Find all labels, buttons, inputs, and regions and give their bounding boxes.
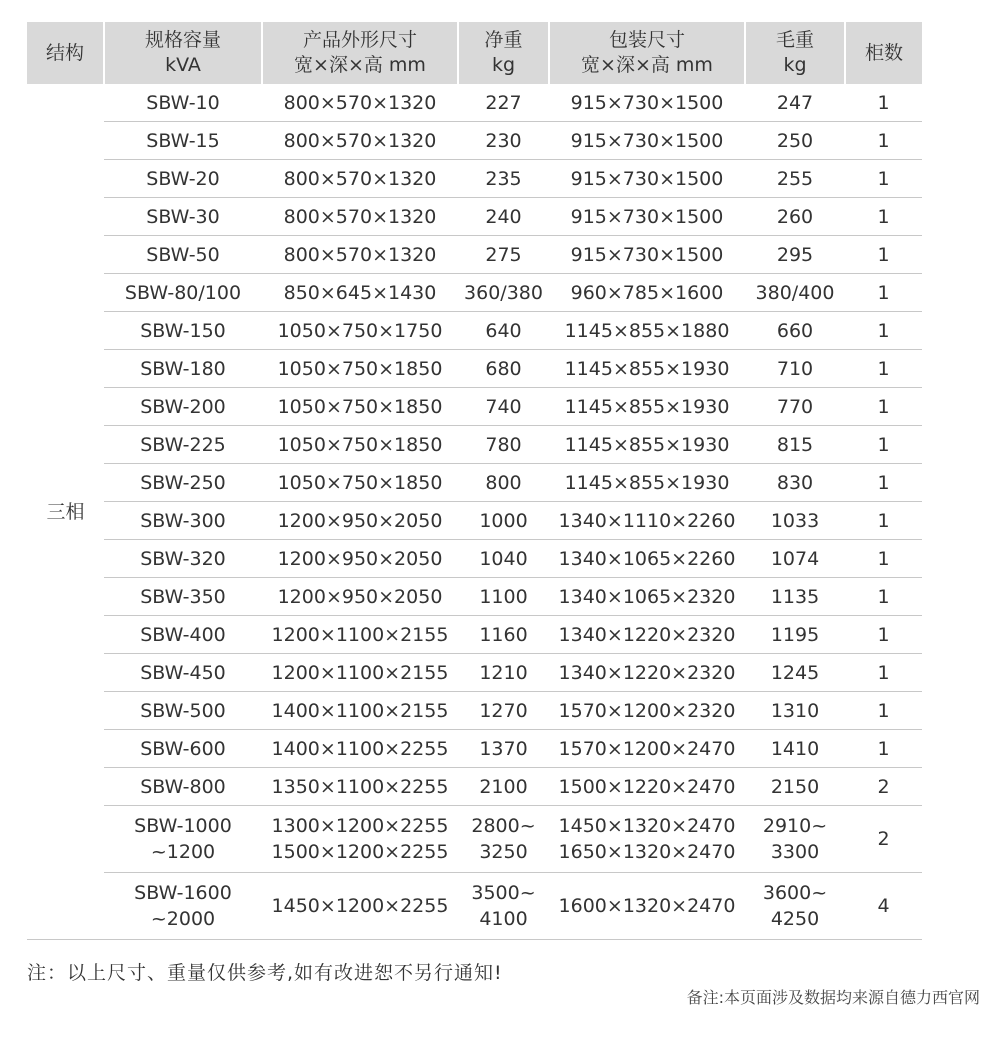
table-row (27, 274, 922, 312)
cell-text: SBW-1600 (134, 882, 232, 904)
table-row (27, 578, 922, 616)
cell-text: 1450×1320×2470 (558, 815, 736, 837)
cell-text: 1570×1200×2470 (558, 737, 736, 760)
net-weight-cell (458, 236, 549, 274)
model-cell (104, 274, 262, 312)
cell-text: 780 (485, 433, 522, 456)
net-weight-cell (458, 692, 549, 730)
gross-weight-cell (745, 274, 845, 312)
cell-text: 1500×1200×2255 (271, 841, 449, 863)
gross-weight-cell (745, 654, 845, 692)
dimensions-cell (262, 540, 458, 578)
net-weight-cell (458, 312, 549, 350)
net-weight-cell (458, 768, 549, 806)
cell-text: 660 (776, 319, 814, 342)
table-row (27, 198, 922, 236)
package-size-cell (549, 502, 745, 540)
column-header (745, 22, 845, 84)
package-size-cell (549, 540, 745, 578)
net-weight-cell (458, 730, 549, 768)
column-header-label: 柜数 (864, 41, 903, 64)
column-header (549, 22, 745, 84)
gross-weight-cell (745, 730, 845, 768)
cell-text: SBW-20 (146, 167, 220, 190)
cabinet-count-cell: 4 (845, 873, 922, 940)
model-cell (104, 236, 262, 274)
table-row (27, 502, 922, 540)
cell-text: 1145×855×1880 (564, 319, 730, 342)
gross-weight-cell (745, 84, 845, 122)
cell-text: 1195 (770, 623, 820, 646)
package-size-cell (549, 350, 745, 388)
cell-text: 680 (485, 357, 522, 380)
cell-text: 800×570×1320 (283, 243, 437, 266)
dimensions-cell (262, 274, 458, 312)
column-header-unit: 宽×深×高 mm (294, 54, 426, 76)
cell-text: 1270 (479, 699, 528, 722)
cell-text: 815 (776, 433, 814, 456)
cell-text: 640 (485, 319, 522, 342)
cell-text: 1340×1220×2320 (558, 623, 736, 646)
cell-text: SBW-450 (140, 661, 226, 684)
table-header (27, 22, 922, 84)
cabinet-count-cell: 2 (845, 768, 922, 806)
cell-text: 830 (776, 471, 814, 494)
cabinet-count-cell: 1 (845, 730, 922, 768)
cabinet-count-cell: 1 (845, 426, 922, 464)
table-row (27, 540, 922, 578)
table-row (27, 312, 922, 350)
cell-text: SBW-50 (146, 243, 220, 266)
model-cell (104, 198, 262, 236)
model-cell (104, 692, 262, 730)
net-weight-cell (458, 160, 549, 198)
cell-text: 3600~ (762, 882, 828, 904)
net-weight-cell (458, 274, 549, 312)
dimensions-cell (262, 236, 458, 274)
dimensions-cell (262, 160, 458, 198)
column-header-label: 产品外形尺寸 (302, 29, 417, 51)
dimensions-cell (262, 84, 458, 122)
spec-table (27, 22, 922, 940)
cell-text: 1210 (479, 661, 528, 684)
model-cell (104, 122, 262, 160)
gross-weight-cell (745, 502, 845, 540)
cell-text: 710 (776, 357, 814, 380)
package-size-cell (549, 578, 745, 616)
gross-weight-cell (745, 768, 845, 806)
cell-text: 1145×855×1930 (564, 471, 730, 494)
table-row (27, 730, 922, 768)
cell-text: 1160 (479, 623, 528, 646)
table-row (27, 616, 922, 654)
package-size-cell (549, 654, 745, 692)
cell-text: SBW-400 (140, 623, 226, 646)
model-cell (104, 388, 262, 426)
package-size-cell (549, 388, 745, 426)
net-weight-cell (458, 540, 549, 578)
dimensions-cell (262, 464, 458, 502)
cabinet-count-cell: 1 (845, 654, 922, 692)
gross-weight-cell (745, 198, 845, 236)
cell-text: 740 (485, 395, 522, 418)
cell-text: 1350×1100×2255 (271, 775, 449, 798)
cell-text: SBW-80/100 (124, 281, 242, 304)
cell-text: 247 (776, 91, 814, 114)
cell-text: 1340×1065×2260 (558, 547, 736, 570)
cell-text: 4250 (770, 908, 820, 930)
cell-text: 800 (485, 471, 522, 494)
cell-text: 275 (485, 243, 522, 266)
gross-weight-cell (745, 806, 845, 873)
table-row (27, 388, 922, 426)
cell-text: 2100 (479, 775, 528, 798)
gross-weight-cell (745, 578, 845, 616)
cabinet-count-cell: 1 (845, 502, 922, 540)
column-header-label: 毛重 (775, 29, 814, 51)
net-weight-cell (458, 426, 549, 464)
cell-text: 230 (485, 129, 522, 152)
package-size-cell (549, 873, 745, 940)
package-size-cell (549, 426, 745, 464)
net-weight-cell (458, 654, 549, 692)
header-row (27, 22, 922, 84)
column-header-unit: kg (491, 54, 516, 76)
cell-text: 1340×1110×2260 (558, 509, 736, 532)
gross-weight-cell (745, 388, 845, 426)
package-size-cell (549, 806, 745, 873)
column-header (458, 22, 549, 84)
net-weight-cell (458, 464, 549, 502)
cell-text: SBW-150 (140, 319, 226, 342)
gross-weight-cell (745, 540, 845, 578)
dimensions-cell (262, 806, 458, 873)
dimensions-cell (262, 426, 458, 464)
cell-text: 1050×750×1750 (277, 319, 443, 342)
column-header-label: 规格容量 (144, 29, 221, 51)
gross-weight-cell (745, 616, 845, 654)
net-weight-cell (458, 616, 549, 654)
cell-text: SBW-320 (140, 547, 226, 570)
column-header-unit: kg (783, 54, 807, 76)
cabinet-count-cell: 1 (845, 312, 922, 350)
cabinet-count-cell: 1 (845, 692, 922, 730)
cell-text: 235 (485, 167, 522, 190)
cell-text: 3300 (770, 841, 820, 863)
table-row (27, 692, 922, 730)
table-row (27, 873, 922, 940)
cell-text: 2800~ (471, 815, 536, 837)
gross-weight-cell (745, 692, 845, 730)
model-cell (104, 350, 262, 388)
cell-text: 295 (776, 243, 814, 266)
package-size-cell (549, 768, 745, 806)
column-header (262, 22, 458, 84)
cell-text: 1050×750×1850 (277, 357, 443, 380)
cell-text: 915×730×1500 (570, 205, 724, 228)
table-row (27, 84, 922, 122)
gross-weight-cell (745, 350, 845, 388)
cell-text: 1050×750×1850 (277, 471, 443, 494)
cell-text: 1200×1100×2155 (271, 661, 449, 684)
cell-text: 1650×1320×2470 (558, 841, 736, 863)
disclaimer-note: 注：以上尺寸、重量仅供参考,如有改进恕不另行通知! (27, 962, 503, 984)
cabinet-count-cell: 1 (845, 84, 922, 122)
cell-text: 800×570×1320 (283, 205, 437, 228)
model-cell (104, 502, 262, 540)
cell-text: SBW-350 (140, 585, 226, 608)
cell-text: 915×730×1500 (570, 167, 724, 190)
package-size-cell (549, 312, 745, 350)
cell-text: 360/380 (464, 281, 543, 304)
cell-text: 800×570×1320 (283, 167, 437, 190)
dimensions-cell (262, 312, 458, 350)
gross-weight-cell (745, 426, 845, 464)
model-cell (104, 312, 262, 350)
table-body (27, 84, 922, 940)
cell-text: 1370 (479, 737, 528, 760)
package-size-cell (549, 692, 745, 730)
cell-text: 1200×950×2050 (277, 585, 443, 608)
cabinet-count-cell: 1 (845, 160, 922, 198)
package-size-cell (549, 160, 745, 198)
dimensions-cell (262, 873, 458, 940)
table-row (27, 426, 922, 464)
package-size-cell (549, 122, 745, 160)
dimensions-cell (262, 730, 458, 768)
model-cell (104, 426, 262, 464)
dimensions-cell (262, 122, 458, 160)
net-weight-cell (458, 578, 549, 616)
dimensions-cell (262, 692, 458, 730)
model-cell (104, 464, 262, 502)
column-header-unit: kVA (165, 54, 201, 76)
cell-text: 770 (776, 395, 814, 418)
cabinet-count-cell: 1 (845, 198, 922, 236)
cell-text: SBW-300 (140, 509, 226, 532)
model-cell (104, 84, 262, 122)
gross-weight-cell (745, 312, 845, 350)
cell-text: 2910~ (762, 815, 828, 837)
table-row (27, 654, 922, 692)
cell-text: 1145×855×1930 (564, 357, 730, 380)
cell-text: 1135 (770, 585, 820, 608)
cell-text: 255 (776, 167, 814, 190)
dimensions-cell (262, 198, 458, 236)
table-row (27, 160, 922, 198)
cell-text: 4100 (479, 908, 528, 930)
column-header (104, 22, 262, 84)
cabinet-count-cell: 1 (845, 578, 922, 616)
cell-text: 915×730×1500 (570, 243, 724, 266)
gross-weight-cell (745, 236, 845, 274)
model-cell (104, 578, 262, 616)
cell-text: 1310 (770, 699, 820, 722)
cell-text: SBW-500 (140, 699, 226, 722)
net-weight-cell (458, 350, 549, 388)
cell-text: SBW-180 (140, 357, 226, 380)
cell-text: 250 (776, 129, 814, 152)
model-cell (104, 768, 262, 806)
cell-text: 1050×750×1850 (277, 433, 443, 456)
model-cell (104, 873, 262, 940)
cell-text: SBW-30 (146, 205, 220, 228)
cell-text: 1200×950×2050 (277, 509, 443, 532)
cell-text: 850×645×1430 (283, 281, 437, 304)
cell-text: 960×785×1600 (570, 281, 724, 304)
package-size-cell (549, 274, 745, 312)
cell-text: SBW-15 (146, 129, 220, 152)
spec-table-container (27, 22, 922, 940)
cell-text: 1300×1200×2255 (271, 815, 449, 837)
column-header-label: 包装尺寸 (608, 29, 685, 51)
cell-text: 1600×1320×2470 (558, 895, 736, 917)
cell-text: SBW-225 (140, 433, 226, 456)
cell-text: 1100 (479, 585, 528, 608)
cell-text: 1410 (770, 737, 820, 760)
cell-text: 1400×1100×2255 (271, 737, 449, 760)
package-size-cell (549, 616, 745, 654)
model-cell (104, 730, 262, 768)
cell-text: 380/400 (755, 281, 835, 304)
gross-weight-cell (745, 160, 845, 198)
cabinet-count-cell: 1 (845, 540, 922, 578)
net-weight-cell (458, 198, 549, 236)
cell-text: 915×730×1500 (570, 129, 724, 152)
cell-text: 240 (485, 205, 522, 228)
package-size-cell (549, 236, 745, 274)
table-row (27, 806, 922, 873)
model-cell (104, 616, 262, 654)
cell-text: 1033 (770, 509, 820, 532)
dimensions-cell (262, 388, 458, 426)
cell-text: 800×570×1320 (283, 91, 437, 114)
cell-text: SBW-250 (140, 471, 226, 494)
table-row (27, 768, 922, 806)
cell-text: 227 (485, 91, 522, 114)
dimensions-cell (262, 350, 458, 388)
cabinet-count-cell: 1 (845, 122, 922, 160)
model-cell (104, 540, 262, 578)
table-row (27, 236, 922, 274)
cell-text: 1145×855×1930 (564, 395, 730, 418)
dimensions-cell (262, 768, 458, 806)
cell-text: 800×570×1320 (283, 129, 437, 152)
net-weight-cell (458, 502, 549, 540)
table-row (27, 464, 922, 502)
package-size-cell (549, 730, 745, 768)
cell-text: ~2000 (150, 908, 216, 930)
cabinet-count-cell: 2 (845, 806, 922, 873)
dimensions-cell (262, 616, 458, 654)
cell-text: 1074 (770, 547, 820, 570)
cell-text: SBW-1000 (134, 815, 232, 837)
net-weight-cell (458, 806, 549, 873)
cell-text: 1145×855×1930 (564, 433, 730, 456)
source-note: 备注:本页面涉及数据均来源自德力西官网 (686, 988, 980, 1007)
cell-text: SBW-200 (140, 395, 226, 418)
cabinet-count-cell: 1 (845, 464, 922, 502)
package-size-cell (549, 198, 745, 236)
model-cell (104, 160, 262, 198)
cabinet-count-cell: 1 (845, 274, 922, 312)
dimensions-cell (262, 502, 458, 540)
cell-text: 1340×1220×2320 (558, 661, 736, 684)
column-header (845, 22, 922, 84)
cell-text: 915×730×1500 (570, 91, 724, 114)
cell-text: 1000 (479, 509, 528, 532)
cell-text: 260 (776, 205, 814, 228)
net-weight-cell (458, 122, 549, 160)
cell-text: SBW-600 (140, 737, 226, 760)
column-header-unit: 宽×深×高 mm (581, 54, 713, 76)
cell-text: 3500~ (471, 882, 536, 904)
cell-text: 1400×1100×2155 (271, 699, 449, 722)
cabinet-count-cell: 1 (845, 616, 922, 654)
cell-text: 1245 (770, 661, 820, 684)
net-weight-cell (458, 84, 549, 122)
model-cell (104, 806, 262, 873)
column-header (27, 22, 104, 84)
cell-text: 1340×1065×2320 (558, 585, 736, 608)
gross-weight-cell (745, 122, 845, 160)
cell-text: 3250 (479, 841, 528, 863)
gross-weight-cell (745, 873, 845, 940)
cell-text: SBW-10 (146, 91, 220, 114)
cell-text: 1200×950×2050 (277, 547, 443, 570)
cell-text: 1040 (479, 547, 528, 570)
net-weight-cell (458, 388, 549, 426)
cell-text: 2150 (770, 775, 820, 798)
model-cell (104, 654, 262, 692)
package-size-cell (549, 84, 745, 122)
table-row (27, 350, 922, 388)
package-size-cell (549, 464, 745, 502)
table-row (27, 122, 922, 160)
cell-text: ~1200 (150, 841, 216, 863)
cabinet-count-cell: 1 (845, 236, 922, 274)
column-header-label: 净重 (484, 29, 523, 51)
cell-text: 1050×750×1850 (277, 395, 443, 418)
gross-weight-cell (745, 464, 845, 502)
cell-text: 1450×1200×2255 (271, 895, 449, 917)
dimensions-cell (262, 654, 458, 692)
cabinet-count-cell: 1 (845, 388, 922, 426)
structure-cell: 三相 (27, 84, 104, 940)
cell-text: 1500×1220×2470 (558, 775, 736, 798)
net-weight-cell (458, 873, 549, 940)
cell-text: SBW-800 (140, 775, 226, 798)
cell-text: 1570×1200×2320 (558, 699, 736, 722)
dimensions-cell (262, 578, 458, 616)
cabinet-count-cell: 1 (845, 350, 922, 388)
column-header-label: 结构 (45, 41, 84, 64)
cell-text: 1200×1100×2155 (271, 623, 449, 646)
